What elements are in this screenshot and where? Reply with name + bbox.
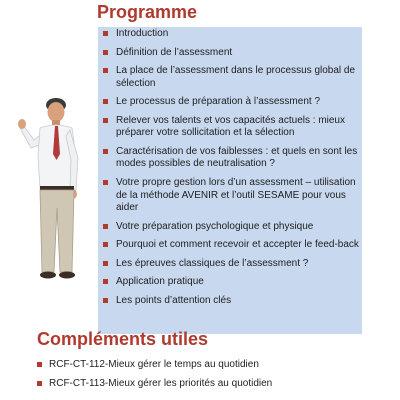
programme-item-5: Relever vos talents et vos capacités actuels : mieux préparer votre sollicitation et la sélection (98, 115, 360, 140)
bullet-icon (103, 224, 108, 229)
programme-item-4: Le processus de préparation à l’assessment ? (98, 96, 360, 109)
programme-item-12: Les points d’attention clés (98, 295, 360, 308)
bullet-icon (103, 118, 108, 123)
complement-item-2: RCF-CT-113-Mieux gérer les priorités au quotidien (37, 377, 377, 390)
programme-item-6: Caractérisation de vos faiblesses : et quels en sont les modes possibles de neutralisation ? (98, 146, 360, 171)
programme-item-2: Définition de l’assessment (98, 47, 360, 60)
programme-item-9: Pourquoi et comment recevoir et accepter le feed-back (98, 239, 360, 252)
programme-item-8: Votre préparation psychologique et physique (98, 221, 360, 234)
complements-title: Compléments utiles (37, 329, 209, 349)
complement-item-1: RCF-CT-112-Mieux gérer le temps au quotidien (37, 358, 377, 371)
programme-item-10: Les épreuves classiques de l’assessment ? (98, 258, 360, 271)
bullet-icon (103, 261, 108, 266)
bullet-icon (103, 298, 108, 303)
complements-list (37, 358, 377, 395)
bullet-icon (37, 381, 42, 386)
presenter-figure-icon (12, 96, 90, 286)
programme-item-7: Votre propre gestion lors d’un assessment – utilisation de la méthode AVENIR et l’outil SESAME pour vous aider (98, 177, 360, 215)
bullet-icon (103, 279, 108, 284)
programme-item-3: La place de l’assessment dans le processus global de sélection (98, 65, 360, 90)
bullet-icon (103, 149, 108, 154)
programme-item-1: Introduction (98, 28, 360, 41)
bullet-icon (103, 180, 108, 185)
bullet-icon (103, 50, 108, 55)
bullet-icon (103, 99, 108, 104)
bullet-icon (103, 242, 108, 247)
bullet-icon (103, 31, 108, 36)
programme-list (98, 28, 360, 314)
bullet-icon (103, 68, 108, 73)
programme-title: Programme (97, 2, 198, 22)
programme-item-11: Application pratique (98, 276, 360, 289)
bullet-icon (37, 362, 42, 367)
